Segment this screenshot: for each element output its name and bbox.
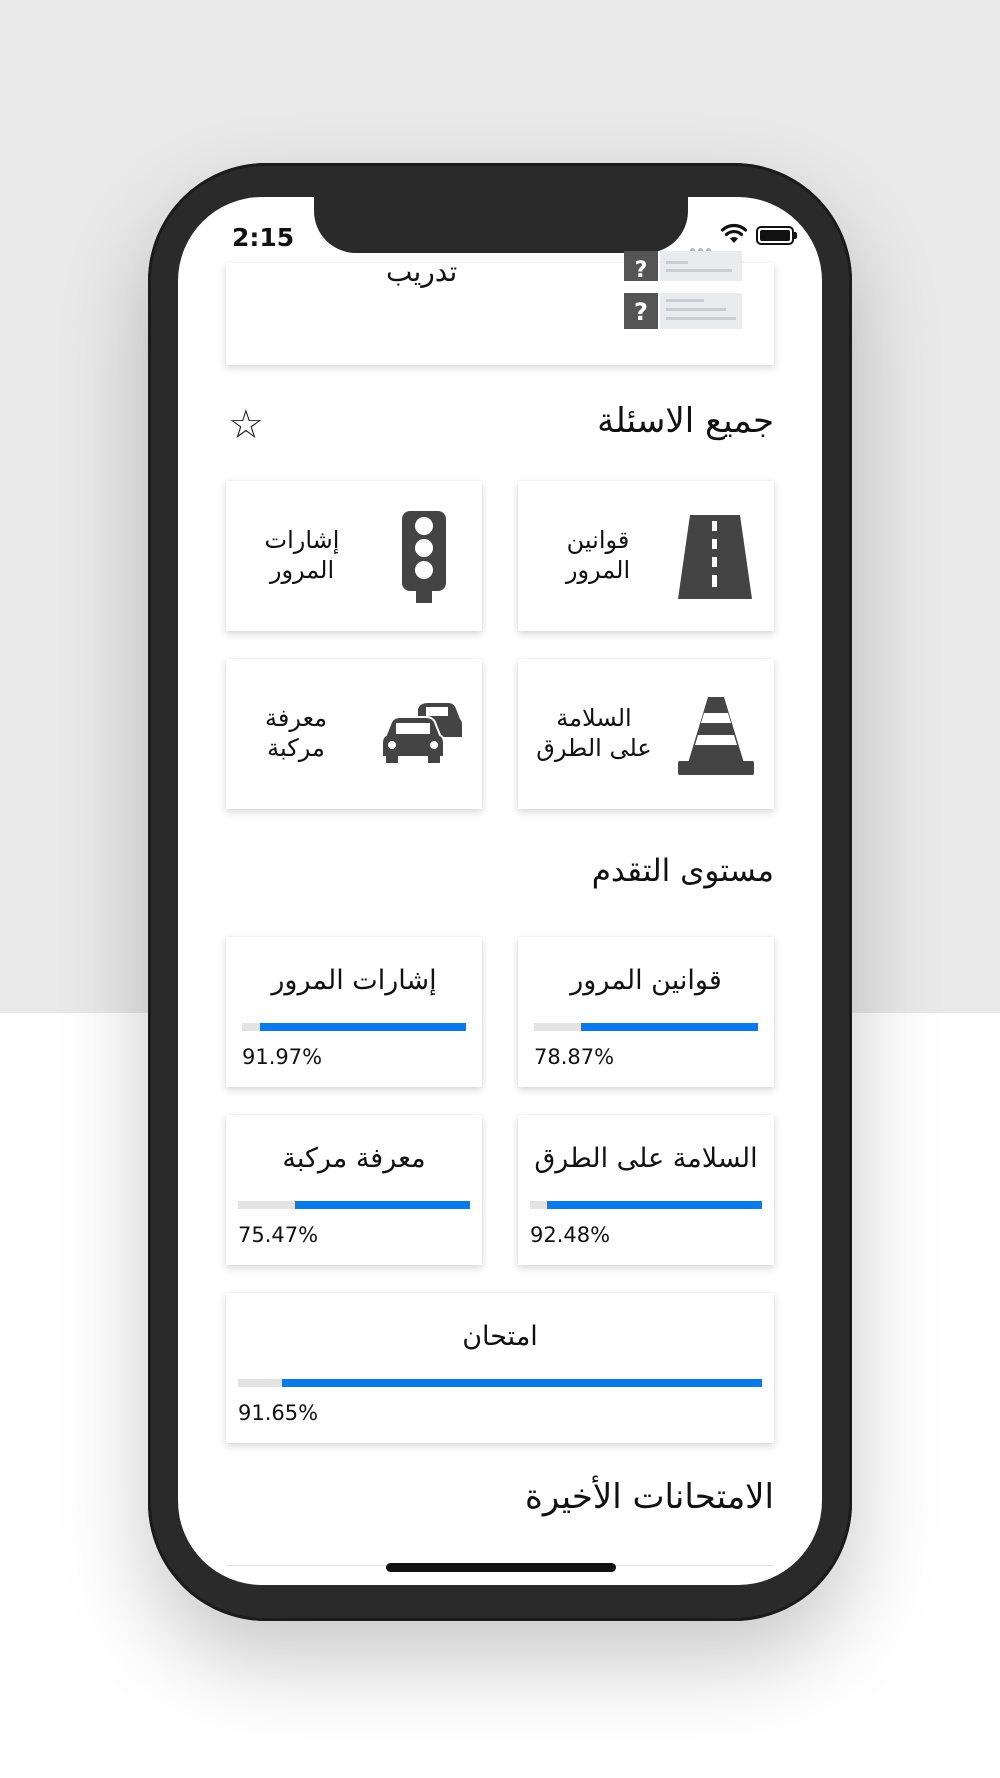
home-indicator[interactable] [386, 1563, 616, 1572]
category-label: السلامة على الطرق [536, 704, 652, 762]
progress-bar [238, 1379, 762, 1387]
progress-fill [282, 1379, 762, 1387]
progress-percent: 92.48% [530, 1223, 611, 1247]
traffic-light-icon [402, 511, 446, 603]
progress-label: امتحان [462, 1321, 538, 1352]
notch [314, 197, 688, 253]
road-icon [676, 515, 754, 599]
progress-bar [534, 1023, 758, 1031]
progress-fill [260, 1023, 466, 1031]
cars-icon [382, 703, 462, 763]
category-label: قوانين المرور [565, 526, 631, 584]
svg-text:?: ? [634, 258, 648, 283]
app-screen [178, 197, 822, 1585]
scroll-content[interactable] [178, 255, 822, 1585]
category-vehicle-knowledge[interactable] [226, 659, 482, 809]
progress-fill [581, 1023, 758, 1031]
progress-bar [530, 1201, 762, 1209]
progress-card-road-safety[interactable] [518, 1115, 774, 1265]
progress-percent: 91.65% [238, 1401, 319, 1425]
category-traffic-signs[interactable] [226, 481, 482, 631]
progress-label: السلامة على الطرق [534, 1143, 758, 1174]
star-icon[interactable]: ☆ [228, 402, 264, 448]
progress-percent: 75.47% [238, 1223, 319, 1247]
progress-bar [238, 1201, 470, 1209]
category-road-safety[interactable] [518, 659, 774, 809]
progress-percent: 91.97% [242, 1045, 323, 1069]
progress-card-vehicle-knowledge[interactable] [226, 1115, 482, 1265]
svg-text:?: ? [634, 298, 648, 326]
category-label: معرفة مركبة [264, 704, 327, 762]
progress-label: قوانين المرور [570, 965, 722, 996]
quiz-icon [624, 258, 744, 329]
progress-percent: 78.87% [534, 1045, 615, 1069]
progress-fill [547, 1201, 762, 1209]
wifi-icon [720, 223, 748, 245]
all-questions-title: جميع الاسئلة [597, 401, 774, 441]
recent-exams-title: الامتحانات الأخيرة [525, 1477, 774, 1517]
training-card[interactable] [226, 255, 774, 365]
progress-card-exam[interactable] [226, 1293, 774, 1443]
battery-icon [756, 226, 794, 245]
progress-label: معرفة مركبة [282, 1143, 426, 1174]
progress-label: إشارات المرور [271, 965, 437, 996]
category-traffic-laws[interactable] [518, 481, 774, 631]
status-time: 2:15 [232, 223, 295, 252]
progress-card-traffic-laws[interactable] [518, 937, 774, 1087]
progress-card-traffic-signs[interactable] [226, 937, 482, 1087]
progress-fill [295, 1201, 470, 1209]
traffic-cone-icon [678, 697, 754, 775]
progress-title: مستوى التقدم [591, 853, 774, 889]
training-label: تدريب [386, 255, 458, 288]
category-label: إشارات المرور [264, 526, 340, 584]
progress-bar [242, 1023, 466, 1031]
